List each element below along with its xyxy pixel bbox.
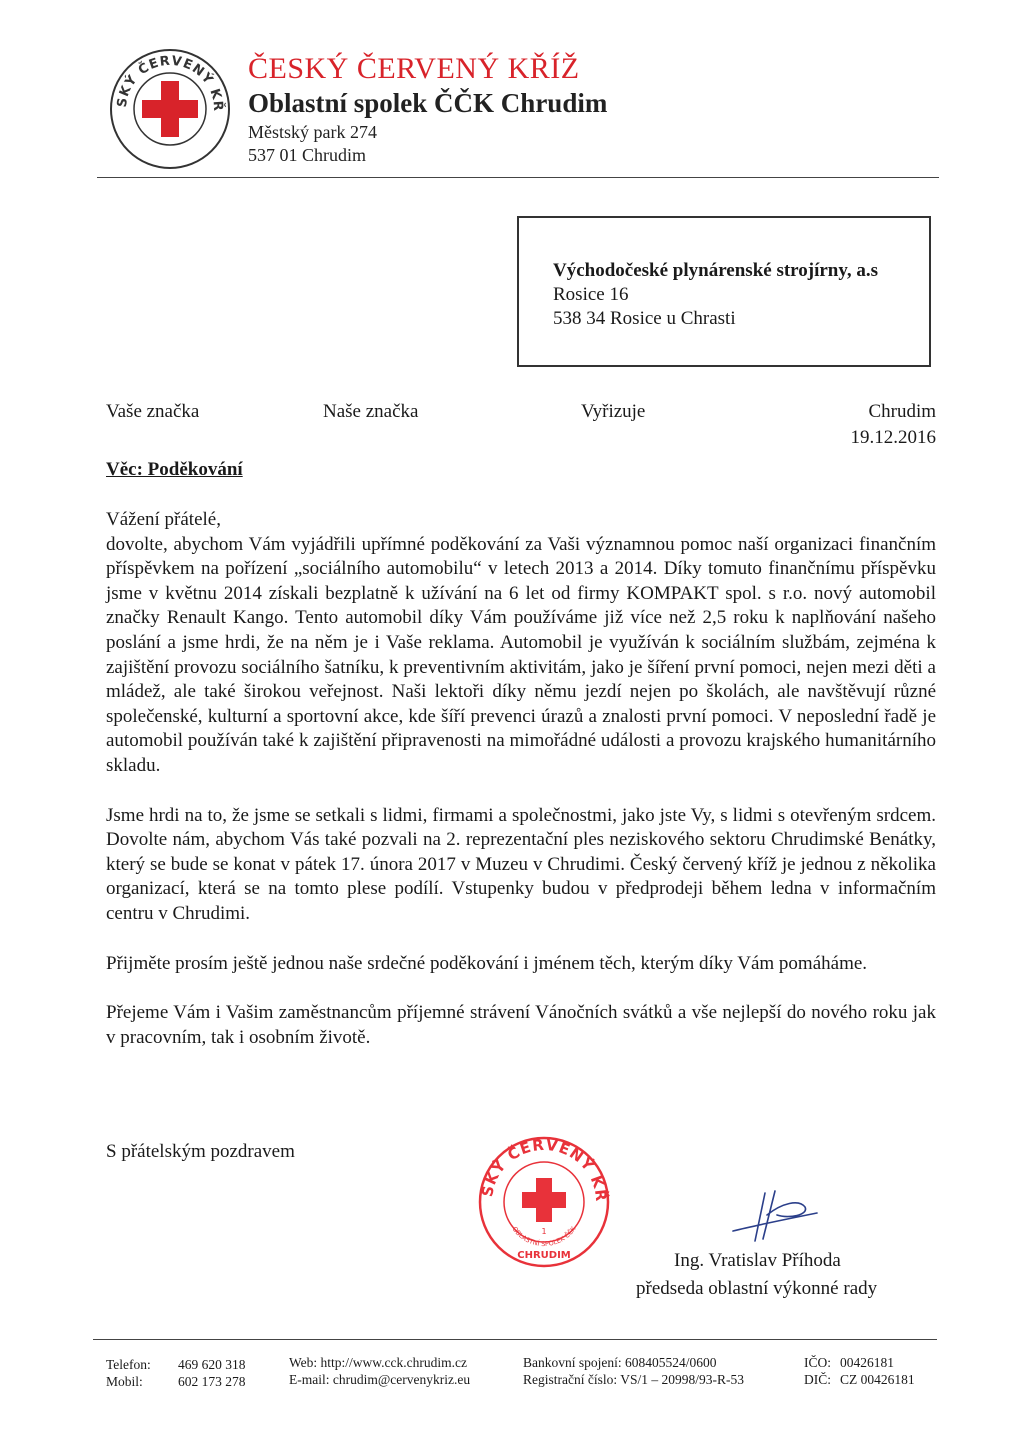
org-unit: Oblastní spolek ČČK Chrudim [248, 88, 608, 118]
red-cross-logo [108, 47, 232, 171]
ref-date: 19.12.2016 [850, 427, 936, 448]
stamp-inner-text: OBLASTNÍ SPOLEK ČČK [510, 1225, 578, 1249]
official-stamp [476, 1134, 612, 1270]
stamp-ring-text: SKÝ ČERVENÝ KŘ [478, 1135, 611, 1203]
letter-subject: Věc: Poděkování [106, 459, 243, 480]
dic-value: CZ 00426181 [840, 1372, 915, 1387]
phone-number: 469 620 318 [178, 1357, 246, 1372]
footer-bank [523, 1354, 744, 1388]
recipient-street: Rosice 16 [553, 284, 629, 305]
footer-divider [93, 1339, 937, 1340]
salutation: Vážení přátelé, [106, 509, 221, 530]
header-divider [97, 177, 939, 178]
org-city: 537 01 Chrudim [248, 145, 367, 165]
dic-label: DIČ: [804, 1372, 831, 1387]
phone-label: Telefon: [106, 1357, 151, 1372]
ref-your-mark: Vaše značka [106, 401, 200, 422]
ico-label: IČO: [804, 1355, 831, 1370]
footer-phones [106, 1356, 246, 1390]
reg-label: Registrační číslo: [523, 1372, 618, 1387]
letter-body [106, 508, 936, 1050]
paragraph-4: Přejeme Vám i Vašim zaměstnancům příjemné strávení Vánočních svátků a vše nejlepší do nového roku jak v pracovním, tak i osobním životě. [106, 1002, 936, 1048]
stamp-city: CHRUDIM [517, 1250, 571, 1261]
mobile-label: Mobil: [106, 1374, 143, 1389]
email-link[interactable]: chrudim@cervenykriz.eu [332, 1372, 471, 1387]
logo-ring-text: SKÝ ČERVENÝ KŘ [114, 53, 226, 113]
paragraph-3: Přijměte prosím ještě jednou naše srdečné poděkování i jménem těch, kterým díky Vám pomáháme. [106, 952, 868, 974]
web-link[interactable]: http://www.cck.chrudim.cz [320, 1355, 467, 1370]
org-street: Městský park 274 [248, 122, 377, 142]
mobile-number: 602 173 278 [178, 1374, 246, 1389]
email-label: E-mail: [289, 1372, 330, 1387]
paragraph-1: dovolte, abychom Vám vyjádřili upřímné poděkování za Vaši významnou pomoc naší organizaci finančním příspěvkem na pořízení „sociálního automobilu“ v letech 2013 a 2014. Díky tomuto finančnímu příspěvku jsme v květnu 2014 získali bezplatně k užívání na 6 let od firmy KOMPAKT spol. s r.o. nový automobil značky Renault Kango. Tento automobil díky Vám používáme již více než 2,5 roku k naplňování našeho poslání a jsme hrdi, že na něm je i Vaše reklama. Automobil je využíván k sociálním službám, zejména k zajištění provozu sociálního šatníku, k preventivním aktivitám, jako je šíření první pomoci, nejen mezi děti a mládež, ale také širokou veřejnost. Naši lektoři díky němu jezdí nejen po školách, ale navštěvují různé společenské, kulturní a sportovní akce, kde šíří prevenci úrazů a znalosti první pomoci. V neposlední řadě je automobil používán také k zajištění připravenosti na mimořádné události a provozu krajského humanitárního skladu. [106, 533, 936, 776]
recipient-name: Východočeské plynárenské strojírny, a.s [553, 260, 878, 281]
recipient-city: 538 34 Rosice u Chrasti [553, 308, 736, 329]
footer-web [289, 1354, 470, 1388]
bank-label: Bankovní spojení: [523, 1355, 622, 1370]
signer-name: Ing. Vratislav Příhoda [674, 1250, 841, 1271]
ico-value: 00426181 [840, 1355, 894, 1370]
signer-role: předseda oblastní výkonné rady [636, 1278, 878, 1299]
bank-account: 608405524/0600 [625, 1355, 717, 1370]
web-label: Web: [289, 1355, 318, 1370]
ref-handled-by: Vyřizuje [581, 401, 646, 422]
handwritten-signature [727, 1185, 822, 1247]
reg-number: VS/1 – 20998/93-R-53 [620, 1372, 745, 1387]
stamp-number: 1 [541, 1227, 547, 1236]
footer-ids [804, 1354, 915, 1388]
ref-our-mark: Naše značka [323, 401, 419, 422]
paragraph-2: Jsme hrdi na to, že jsme se setkali s lidmi, firmami a společnostmi, jako jste Vy, s lidmi s otevřeným srdcem. Dovolte nám, abychom Vás také pozvali na 2. reprezentační ples neziskového sektoru Chrudimské Benátky, který se bude se konat v pátek 17. února 2017 v Muzeu v Chrudimi. Český červený kříž je jednou z několika organizací, která se na tomto plese podílí. Vstupenky budou v předprodeji během ledna v informačním centru v Chrudimi. [106, 804, 936, 924]
ref-place: Chrudim [868, 401, 936, 422]
closing-greeting: S přátelským pozdravem [106, 1141, 295, 1162]
org-name: ČESKÝ ČERVENÝ KŘÍŽ [248, 52, 580, 85]
